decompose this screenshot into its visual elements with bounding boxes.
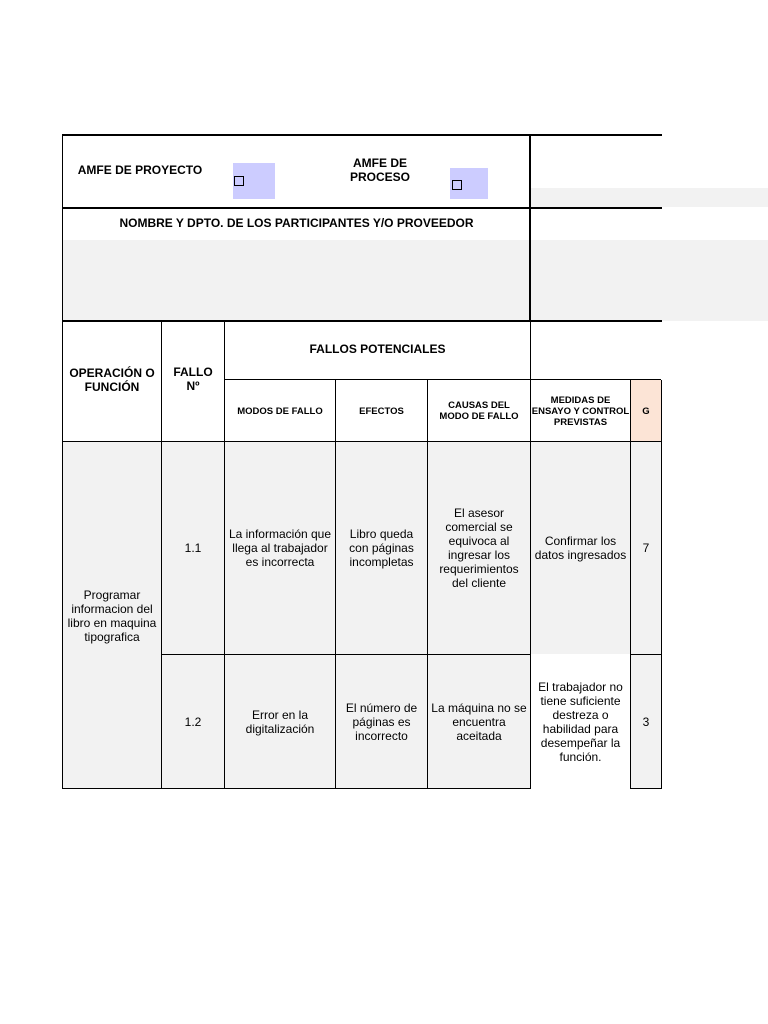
fallos-potenciales-header: FALLOS POTENCIALES	[309, 342, 446, 356]
row1-medida: Confirmar los datos ingresados	[534, 534, 627, 562]
row2-modo: Error en la digitalización	[245, 708, 315, 736]
row2-efecto: El número de páginas es incorrecto	[345, 701, 418, 743]
modos-header: MODOS DE FALLO	[237, 405, 323, 417]
amfe-proceso-line1: AMFE DE	[353, 156, 407, 170]
efectos-header: EFECTOS	[359, 405, 404, 417]
fallo-header-line1: FALLO	[173, 365, 213, 379]
g-header: G	[642, 405, 650, 417]
row2-num: 1.2	[184, 715, 202, 729]
row1-causa: El asesor comercial se equivoca al ingresar los requerimientos del cliente	[439, 506, 519, 590]
amfe-proyecto-label: AMFE DE PROYECTO	[77, 163, 203, 177]
right-strip-2	[531, 240, 768, 321]
operation-value: Programar informacion del libro en maquina tipografica	[67, 587, 157, 644]
fallo-header	[162, 362, 224, 396]
line-header-bottom	[62, 207, 662, 209]
row1-num: 1.1	[184, 541, 202, 555]
right-strip-1	[531, 188, 768, 207]
amfe-proceso-checkbox[interactable]	[452, 180, 462, 190]
fallo-header-line2: Nº	[186, 379, 200, 393]
causas-header: CAUSAS DEL MODO DE FALLO	[439, 400, 519, 422]
row2-medida: El trabajador no tiene suficiente destreza o habilidad para desempeñar la función.	[538, 680, 623, 764]
line-participants-bottom	[62, 320, 662, 322]
amfe-proyecto-checkbox[interactable]	[234, 176, 244, 186]
line-top	[62, 134, 662, 136]
amfe-proceso-line2: PROCESO	[349, 170, 410, 184]
vline-g-right	[661, 380, 662, 789]
row1-efecto: Libro queda con páginas incompletas	[349, 527, 414, 569]
row2-causa: La máquina no se encuentra aceitada	[431, 701, 527, 743]
participants-label: NOMBRE Y DPTO. DE LOS PARTICIPANTES Y/O PROVEEDOR	[119, 216, 474, 230]
row1-g: 7	[642, 541, 650, 555]
amfe-proceso-label	[335, 154, 425, 186]
line-subheader-top	[224, 379, 661, 380]
row1-modo: La información que llega al trabajador es incorrecta	[228, 527, 332, 569]
medidas-header: MEDIDAS DE ENSAYO Y CONTROL PREVISTAS	[531, 394, 630, 428]
participants-area	[63, 240, 530, 321]
operacion-header: OPERACIÓN O FUNCIÓN	[69, 366, 155, 394]
row2-g: 3	[642, 715, 650, 729]
